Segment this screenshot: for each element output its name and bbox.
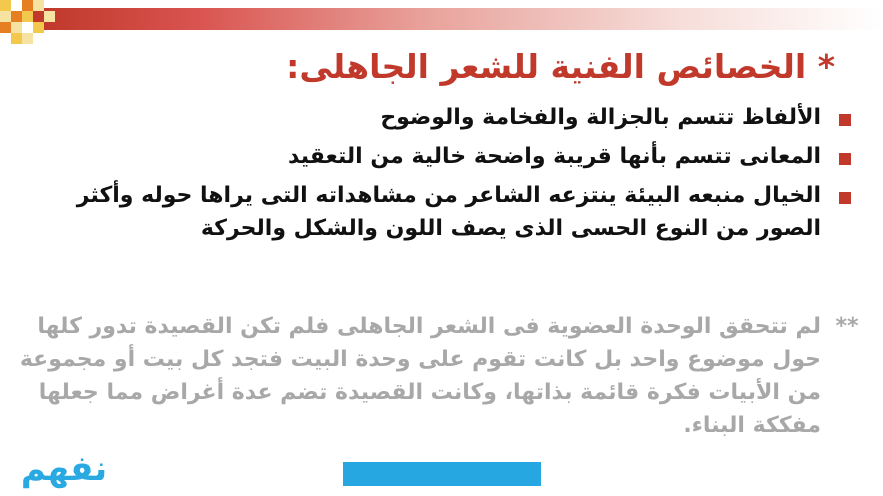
note-text: لم تتحقق الوحدة العضوية فى الشعر الجاهلى فلم تكن القصيدة تدور كلها حول موضوع واحد بل كانت تقوم على وحدة البيت فتجد كل بيت أو مجموعة من الأبيات فكرة قائمة بذاتها، وكانت القصيدة تضم عدة أغراض مما جعلها مفككة البناء.: [19, 314, 821, 438]
header-gradient-band: [44, 8, 883, 30]
checker-pattern: [0, 0, 56, 44]
bullet-text: الألفاظ تتسم بالجزالة والفخامة والوضوح: [380, 105, 821, 130]
square-bullet-icon: [839, 114, 851, 126]
note-paragraph: [15, 310, 865, 442]
bullet-list: [15, 101, 865, 251]
nafham-logo: نفهم: [20, 449, 108, 489]
bullet-item: [15, 140, 865, 173]
header-decoration: [0, 0, 883, 44]
square-bullet-icon: [839, 192, 851, 204]
bullet-text: المعانى تتسم بأنها قريبة واضحة خالية من التعقيد: [288, 144, 821, 169]
bullet-item: [15, 179, 865, 245]
square-bullet-icon: [839, 153, 851, 165]
note-marker: **: [835, 314, 859, 339]
slide-title: * الخصائص الفنية للشعر الجاهلى:: [286, 47, 835, 86]
blue-bar: [343, 462, 541, 486]
bullet-item: [15, 101, 865, 134]
bullet-text: الخيال منبعه البيئة ينتزعه الشاعر من مشاهداته التى يراها حوله وأكثر الصور من النوع الحسى الذى يصف اللون والشكل والحركة: [76, 183, 821, 241]
